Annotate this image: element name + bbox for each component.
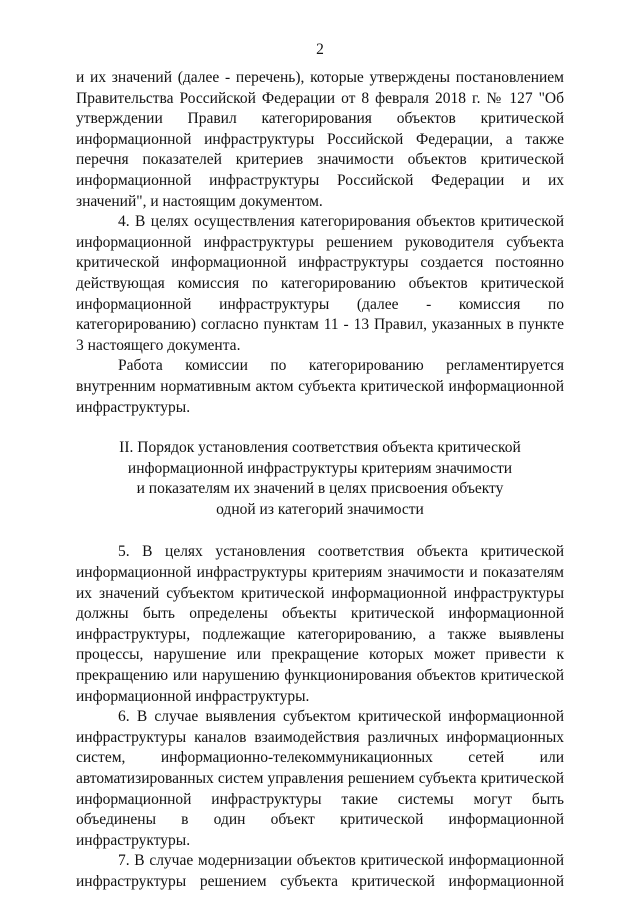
section-heading-line: II. Порядок установления соответствия объекта критической — [119, 439, 521, 457]
section-heading-line: и показателям их значений в целях присвоения объекту — [136, 480, 504, 498]
paragraph-continuation: и их значений (далее - перечень), которые утверждены постановлением Правительства Российской Федерации от 8 февраля 2018 г. № 127 "Об утверждении Правил категорирования объектов критической информационной инфраструктуры Российской Федерации, а также перечня показателей критериев значимости объектов критической информационной инфраструктуры Российской Федерации и их значений", и настоящим документом. — [76, 69, 564, 210]
paragraph-item-7: 7. В случае модернизации объектов критической информационной инфраструктуры решением субъекта критической информационной — [76, 852, 564, 890]
section-heading-line: одной из категорий значимости — [216, 500, 424, 518]
paragraph-item-6: 6. В случае выявления субъектом критической информационной инфраструктуры каналов взаимодействия различных информационных систем, информационно-телекоммуникационных сетей или автоматизированных систем управления решением субъекта критической информационной инфраструктуры такие системы могут быть объединены в один объект критической информационной инфраструктуры. — [76, 708, 564, 849]
paragraph-item-5: 5. В целях установления соответствия объекта критической информационной инфраструктуры критериям значимости и показателям их значений субъектом критической информационной инфраструктуры должны быть определены объекты критической информационной инфраструктуры, подлежащие категорированию, а также выявлены процессы, нарушение или прекращение которых может привести к прекращению или нарушению функционирования объектов критической информационной инфраструктуры. — [76, 543, 564, 705]
paragraph-item-4: 4. В целях осуществления категорирования объектов критической информационной инфраструктуры решением руководителя субъекта критической информационной инфраструктуры создается постоянно действующая комиссия по категорированию объектов критической информационной инфраструктуры (далее - комиссия по категорированию) согласно пунктам 11 - 13 Правил, указанных в пункте 3 настоящего документа. — [76, 213, 564, 354]
section-heading — [76, 438, 564, 520]
document-body — [76, 68, 564, 893]
page-number: 2 — [316, 41, 324, 58]
section-heading-line: информационной инфраструктуры критериям значимости — [127, 459, 513, 477]
paragraph-commission-regulation: Работа комиссии по категорированию регламентируется внутренним нормативным актом субъекта критической информационной инфраструктуры. — [76, 357, 564, 416]
